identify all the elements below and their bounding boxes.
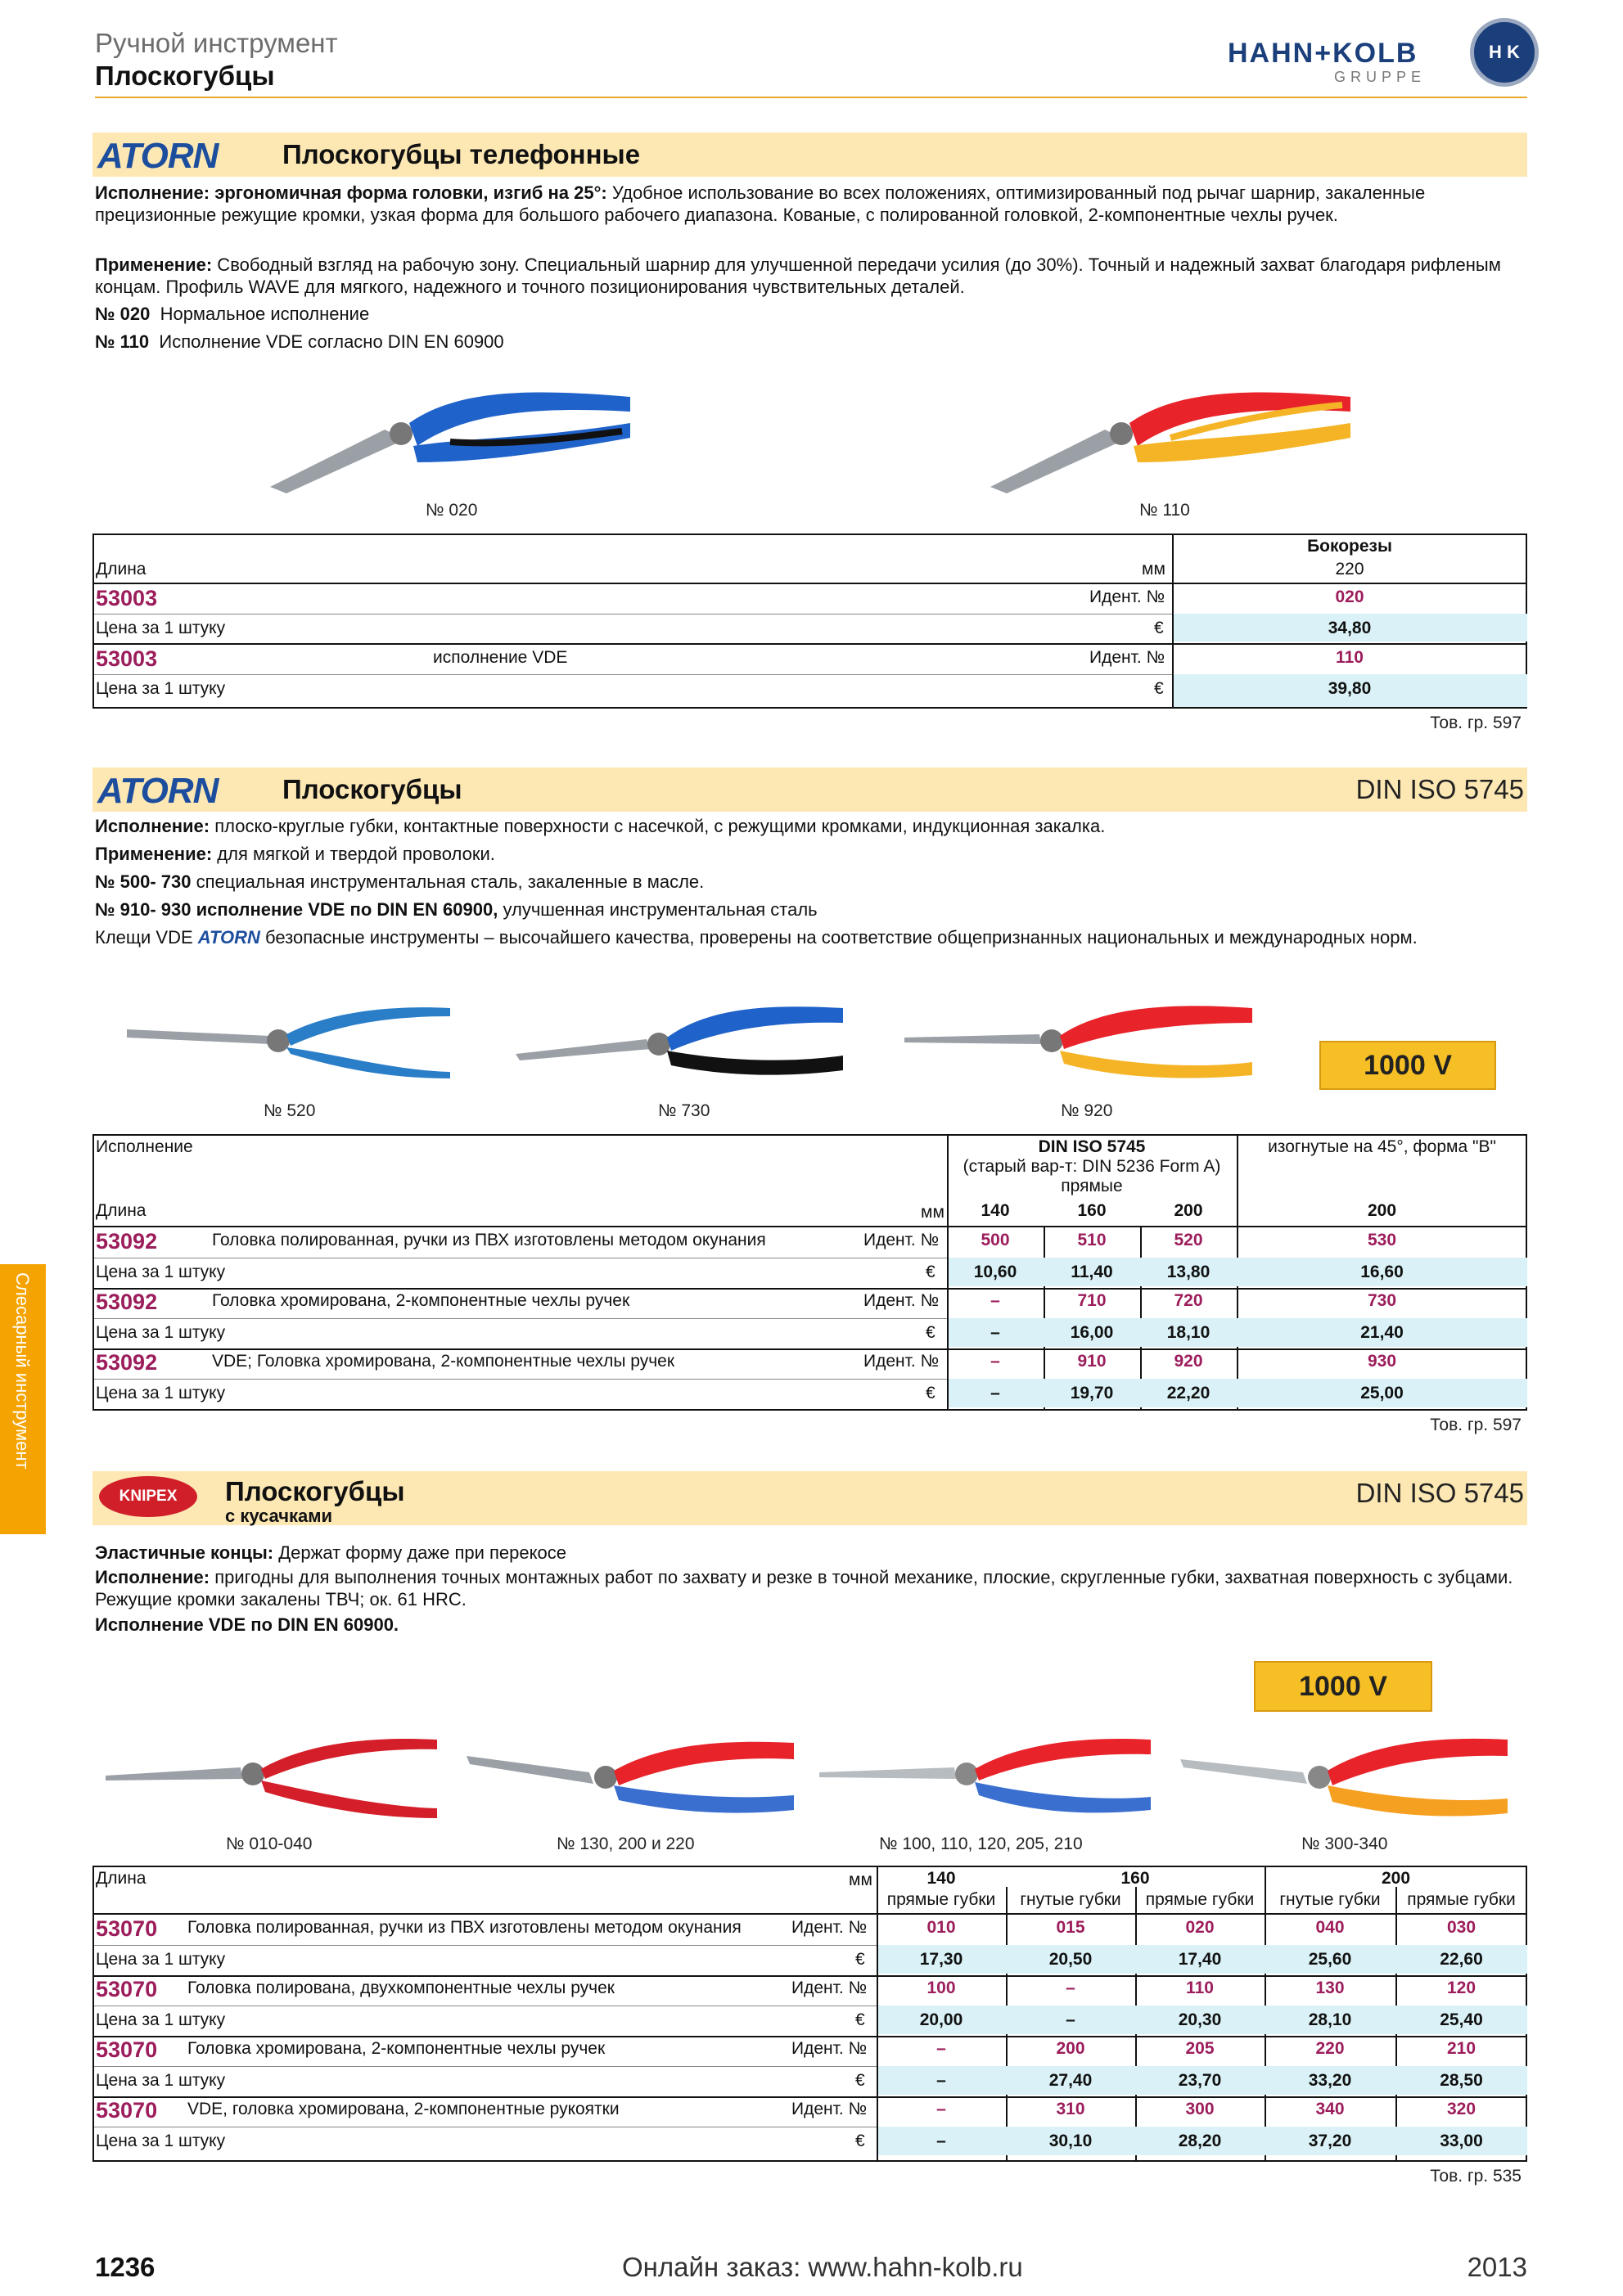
price-value: 39,80 [1328,679,1372,698]
price-value: 17,30 [919,1950,963,1969]
id-label: Идент. № [863,1231,940,1249]
id-value[interactable]: 200 [1056,2039,1085,2058]
group1-head: DIN ISO 5745 [1038,1137,1146,1156]
s2-safety-note: Клещи VDE ATORN безопасные инструменты – высочайшего качества, проверены на соответствие общепризнанных национальных и международных норм. [95,927,1418,948]
caption-520: № 520 [264,1101,316,1120]
s2-vde-note: № 910- 930 исполнение VDE по DIN EN 60900, улучшенная инструментальная сталь [95,899,818,920]
price-value: 13,80 [1166,1263,1210,1281]
sub-bent: гнутые губки [1279,1890,1381,1909]
price-label: Цена за 1 штуку [96,1323,226,1342]
s1-description: Исполнение: эргономичная форма головки, изгиб на 25°: Удобное использование во всех положениях, оптимизированный под рычаг шарнир, закаленные прецизионные режущие кромки, узкая форма для большого рабочего диапазона. Кованые, с полированной головкой, 2-компонентные чехлы ручек. [95,182,1426,225]
id-value[interactable]: 730 [1367,1291,1397,1310]
pliers-520-image [123,997,458,1087]
row-note: VDE, головка хромирована, 2-компонентные рукоятки [187,2100,620,2118]
id-value[interactable]: 310 [1056,2100,1085,2118]
id-value[interactable]: – [936,2039,946,2058]
pliers-300-340-image [1172,1727,1516,1825]
price-value: 10,60 [973,1263,1017,1281]
knipex-logo: KNIPEX [99,1476,197,1517]
euro-sign: € [926,1323,935,1342]
row-note: Головка хромирована, 2-компонентные чехлы ручек [187,2039,606,2058]
id-value[interactable]: 320 [1446,2100,1476,2118]
length-140: 140 [981,1201,1010,1220]
s3-elastic-tips: Эластичные концы: Держат форму даже при перекосе [95,1542,566,1563]
id-value[interactable]: 300 [1185,2100,1215,2118]
price-value: 34,80 [1328,619,1372,637]
id-value[interactable]: 710 [1077,1291,1107,1310]
row-note: Головка полированная, ручки из ПВХ изготовлены методом окунания [212,1231,766,1249]
id-value[interactable]: 510 [1077,1231,1107,1249]
id-label: Идент. № [1089,648,1165,667]
col-head: Бокорезы [1307,537,1392,556]
price-value: 16,60 [1360,1263,1404,1281]
price-label: Цена за 1 штуку [96,1384,226,1402]
id-value[interactable]: 500 [981,1231,1010,1249]
vde-1000v-badge: 1000 V [1254,1661,1432,1712]
price-value: 16,00 [1070,1323,1114,1342]
vde-1000v-badge: 1000 V [1319,1041,1496,1090]
euro-sign: € [926,1263,935,1281]
euro-sign: € [855,2132,865,2150]
article-number[interactable]: 53092 [96,1229,158,1254]
sub-straight: прямые губки [886,1890,996,1909]
group-140: 140 [926,1869,956,1888]
article-number[interactable]: 53003 [96,646,158,671]
s3-price-table [92,1866,1527,2162]
id-value[interactable]: 120 [1446,1979,1476,1997]
length-label: Длина [96,1869,147,1888]
side-tab[interactable] [0,1264,46,1534]
length-160: 160 [1077,1201,1107,1220]
id-value[interactable]: 520 [1174,1231,1203,1249]
atorn-logo: ATORN [97,771,219,811]
group-160: 160 [1120,1869,1150,1888]
price-value: 11,40 [1071,1263,1113,1281]
s2-application: Применение: для мягкой и твердой проволоки. [95,844,495,864]
price-value: 37,20 [1308,2132,1352,2150]
price-value: – [990,1323,1000,1342]
price-label: Цена за 1 штуку [96,2010,226,2029]
price-value: 17,40 [1178,1950,1222,1969]
section-header-pliers [92,768,1527,812]
online-order-link[interactable]: Онлайн заказ: www.hahn-kolb.ru [622,2252,1023,2282]
price-value: – [990,1384,1000,1402]
caption-300-340: № 300-340 [1301,1835,1388,1853]
caption-110: № 110 [1139,501,1190,520]
article-number[interactable]: 53003 [96,586,158,610]
length-label: Длина [96,1201,147,1220]
s1-variant-110: № 110 Исполнение VDE согласно DIN EN 60900 [95,331,504,352]
group1-sub: (старый вар-т: DIN 5236 Form A) [963,1157,1221,1176]
price-value: 19,70 [1070,1384,1114,1402]
id-label: Идент. № [863,1291,940,1310]
length-value: 220 [1335,560,1364,579]
page-number: 1236 [95,2252,156,2282]
price-value: 28,50 [1440,2071,1483,2090]
price-label: Цена за 1 штуку [96,1950,226,1969]
price-value: – [1066,2010,1075,2029]
page-title: Плоскогубцы [95,61,275,91]
section-subtitle: с кусачками [225,1506,333,1526]
price-label: Цена за 1 штуку [96,1263,226,1281]
euro-sign: € [1154,679,1164,698]
s1-application: Применение: Свободный взгляд на рабочую зону. Специальный шарнир для улучшенной передачи усилия (до 30%). Точный и надежный захват благодаря рифленым концам. Профиль WAVE для мягкого, надежного и точного позиционирования чувствительных деталей. [95,254,1501,297]
logo-text: HAHN+KOLB [1228,38,1418,69]
price-value: 33,20 [1308,2071,1352,2090]
id-value[interactable]: – [990,1352,1000,1371]
price-label: Цена за 1 штуку [96,679,226,698]
id-value[interactable]: 020 [1335,588,1364,606]
id-label: Идент. № [791,1918,868,1937]
price-label: Цена за 1 штуку [96,619,226,637]
id-value[interactable]: 920 [1174,1352,1203,1371]
s3-description: Исполнение: пригодны для выполнения точных монтажных работ по захвату и резке в точной механике, плоские, скругленные губки, захватная поверхность с зубцами. Режущие кромки закалены ТВЧ; ок. 61 HRC. [95,1567,1513,1609]
row-note: Головка полирована, двухкомпонентные чехлы ручек [187,1979,615,1997]
id-label: Идент. № [791,2100,868,2118]
row-note: Головка хромирована, 2-компонентные чехлы ручек [212,1291,630,1310]
caption-920: № 920 [1061,1101,1113,1120]
article-number[interactable]: 53070 [96,2098,158,2123]
s2-description: Исполнение: плоско-круглые губки, контактные поверхности с насечкой, с режущими кромками, индукционная закалка. [95,816,1106,836]
mm-unit: мм [921,1203,944,1222]
id-value[interactable]: 205 [1185,2039,1215,2058]
section-title: Плоскогубцы телефонные [282,139,641,169]
price-value: 22,20 [1166,1384,1210,1402]
id-value[interactable]: 930 [1367,1352,1397,1371]
caption-130-220: № 130, 200 и 220 [557,1835,695,1853]
id-value[interactable]: 220 [1315,2039,1345,2058]
id-value[interactable]: – [1066,1979,1075,1997]
id-value[interactable]: 110 [1186,1979,1214,1997]
row-note: VDE; Головка хромирована, 2-компонентные чехлы ручек [212,1352,675,1371]
id-value[interactable]: 030 [1446,1918,1476,1937]
s1-price-table [92,533,1527,709]
pliers-130-200-220-image [458,1727,802,1825]
article-number[interactable]: 53070 [96,2037,158,2062]
din-standard: DIN ISO 5745 [1355,774,1524,804]
section-header-telephone-pliers [92,133,1527,177]
id-value[interactable]: 020 [1185,1918,1215,1937]
pliers-100-210-image [815,1727,1159,1825]
price-value: 28,10 [1308,2010,1352,2029]
price-value: 28,20 [1178,2132,1222,2150]
price-value: 27,40 [1048,2071,1093,2090]
price-value: 30,10 [1048,2132,1093,2150]
price-value: 25,40 [1440,2010,1483,2029]
id-value[interactable]: 110 [1336,648,1364,667]
price-value: 21,40 [1360,1323,1404,1342]
id-value[interactable]: 720 [1174,1291,1203,1310]
section-title: Плоскогубцы [225,1476,405,1506]
price-label: Цена за 1 штуку [96,2132,226,2150]
id-value[interactable]: 340 [1315,2100,1345,2118]
s2-price-table [92,1134,1527,1411]
row-note: Головка полированная, ручки из ПВХ изготовлены методом окунания [187,1918,742,1937]
logo-mark: H K [1470,18,1539,87]
id-label: Идент. № [1089,588,1165,606]
euro-sign: € [855,2010,865,2029]
side-tab-label: Слесарный инструмент [12,1272,33,1470]
caption-020: № 020 [426,501,478,520]
euro-sign: € [926,1384,935,1402]
section-header-knipex [92,1471,1527,1525]
price-value: 18,10 [1166,1323,1210,1342]
mm-unit: мм [849,1871,872,1889]
length-200-bent: 200 [1367,1201,1397,1220]
product-group-ref: Тов. гр. 535 [1430,2167,1522,2186]
price-value: 25,00 [1360,1384,1404,1402]
catalog-year: 2013 [1467,2252,1527,2282]
euro-sign: € [855,1950,865,1969]
caption-100-210: № 100, 110, 120, 205, 210 [879,1835,1083,1853]
section-title: Плоскогубцы [282,774,462,804]
price-value: 22,60 [1440,1950,1483,1969]
s2-steel-note: № 500- 730 специальная инструментальная сталь, закаленные в масле. [95,871,705,892]
hahn-kolb-logo [1228,15,1539,93]
id-value[interactable]: 910 [1077,1352,1107,1371]
id-value[interactable]: 015 [1056,1918,1085,1937]
logo-subtext: GRUPPE [1334,69,1427,85]
row-note: исполнение VDE [433,648,568,667]
id-value[interactable]: 040 [1315,1918,1345,1937]
id-value[interactable]: – [936,2100,946,2118]
article-number[interactable]: 53092 [96,1290,158,1314]
s1-variant-020: № 020 Нормальное исполнение [95,304,370,324]
sub-bent: гнутые губки [1020,1890,1121,1909]
id-label: Идент. № [791,1979,868,1997]
header-section: Ручной инструмент [95,28,338,58]
price-value: 20,50 [1048,1950,1093,1969]
id-value[interactable]: 210 [1446,2039,1476,2058]
id-value[interactable]: 100 [926,1979,956,1997]
caption-010-040: № 010-040 [226,1835,313,1853]
pliers-010-040-image [101,1727,445,1825]
pliers-020-image [262,372,638,503]
group-200: 200 [1381,1869,1411,1888]
price-value: – [936,2132,946,2150]
id-value[interactable]: – [990,1291,1000,1310]
header-rule [95,97,1527,98]
atorn-logo: ATORN [97,136,219,176]
mm-unit: мм [1142,560,1165,579]
execution-label: Исполнение [96,1137,193,1156]
id-label: Идент. № [791,2039,868,2058]
id-value[interactable]: 010 [926,1918,956,1937]
pliers-730-image [507,997,851,1087]
group1-sub2: прямые [1061,1177,1123,1195]
id-label: Идент. № [863,1352,940,1371]
price-value: 25,60 [1308,1950,1352,1969]
price-value: – [936,2071,946,2090]
caption-730: № 730 [658,1101,710,1120]
length-label: Длина [96,560,147,579]
sub-straight: прямые губки [1407,1890,1516,1909]
price-value: 20,00 [919,2010,963,2029]
euro-sign: € [1154,619,1164,637]
price-label: Цена за 1 штуку [96,2071,226,2090]
price-value: 33,00 [1440,2132,1483,2150]
article-number[interactable]: 53070 [96,1977,158,2001]
length-200: 200 [1174,1201,1203,1220]
price-value: 23,70 [1178,2071,1222,2090]
id-value[interactable]: 130 [1315,1979,1345,1997]
price-value: 20,30 [1178,2010,1222,2029]
pliers-110-image [982,372,1359,503]
pliers-920-image [900,997,1260,1087]
product-group-ref: Тов. гр. 597 [1430,1416,1522,1434]
euro-sign: € [855,2071,865,2090]
group2-head: изогнутые на 45°, форма "B" [1268,1137,1496,1156]
article-number[interactable]: 53092 [96,1350,158,1375]
din-standard: DIN ISO 5745 [1355,1478,1524,1508]
sub-straight: прямые губки [1145,1890,1255,1909]
article-number[interactable]: 53070 [96,1916,158,1941]
product-group-ref: Тов. гр. 597 [1430,714,1522,732]
s3-vde-note: Исполнение VDE по DIN EN 60900. [95,1614,399,1635]
id-value[interactable]: 530 [1367,1231,1397,1249]
